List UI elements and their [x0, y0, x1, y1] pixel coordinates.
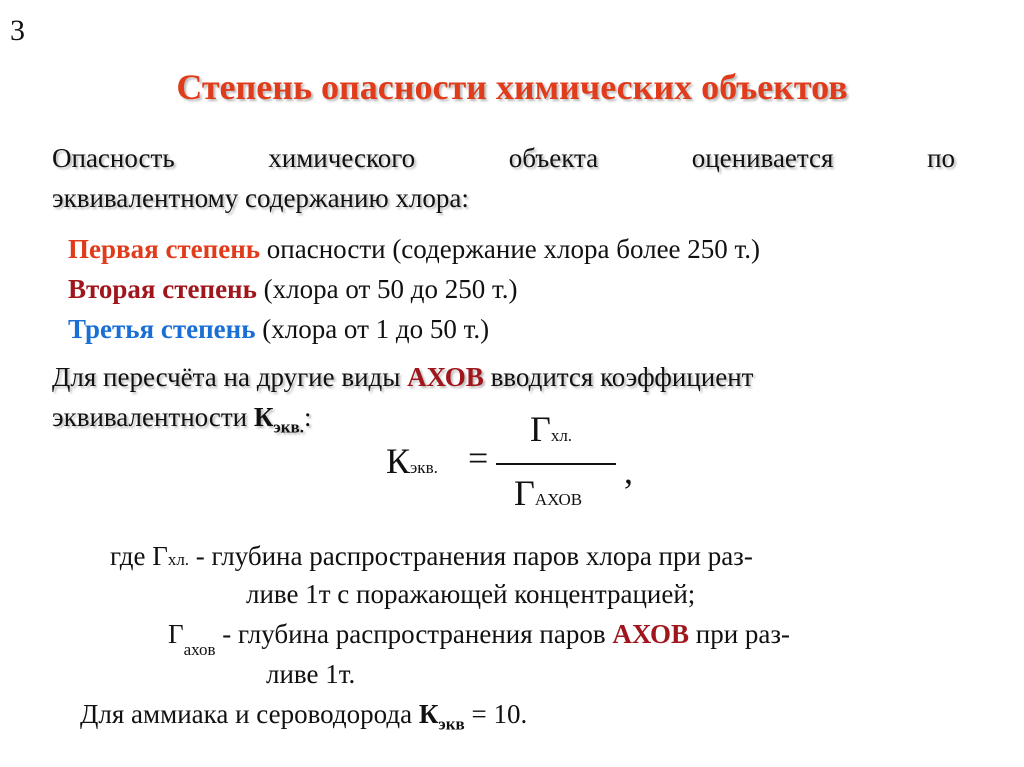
formula-k-sub: экв.	[410, 458, 438, 477]
where-text-1: - глубина распространения паров хлора при раз-	[189, 541, 753, 571]
recalc-line-1	[52, 357, 753, 397]
where-axov: АХОВ	[612, 619, 689, 649]
intro-word: оценивается	[691, 143, 834, 173]
formula-equals: =	[468, 438, 489, 478]
where-prefix: где	[110, 541, 153, 571]
intro-line-2: эквивалентному содержанию хлора:	[52, 183, 469, 213]
recalc-k-sub: экв.	[273, 417, 304, 437]
degree-third-text: (хлора от 1 до 50 т.)	[255, 314, 490, 344]
where-gamma-hl-sub: хл.	[167, 550, 190, 569]
formula-lhs	[386, 440, 438, 482]
final-value: = 10.	[464, 699, 528, 729]
degree-first	[68, 230, 760, 268]
recalc-line-2	[52, 397, 312, 447]
recalc-text-2: вводится коэффициент	[483, 362, 754, 392]
slide-title: Степень опасности химических объектов	[176, 67, 848, 107]
intro-word: по	[927, 143, 956, 173]
degree-third	[68, 310, 489, 348]
where-line-3	[168, 614, 790, 658]
formula-k: К	[386, 441, 411, 481]
where-text-3: при раз-	[689, 619, 791, 649]
recalc-axov: АХОВ	[407, 362, 484, 392]
recalc-k: К	[253, 402, 274, 432]
where-gamma-axov: Г	[168, 619, 184, 649]
intro-word: объекта	[508, 143, 599, 173]
recalc-colon: :	[303, 402, 312, 432]
degree-second-label: Вторая степень	[68, 274, 257, 304]
where-line-2: ливе 1т с поражающей концентрацией;	[246, 579, 696, 609]
recalc-text-3: эквивалентности	[52, 402, 254, 432]
final-line	[80, 694, 527, 744]
where-text-2: - глубина распространения паров	[215, 619, 613, 649]
degree-second-text: (хлора от 50 до 250 т.)	[256, 274, 518, 304]
final-text: Для аммиака и сероводорода	[80, 699, 419, 729]
intro-line-1	[52, 138, 955, 178]
formula-num-g: Г	[530, 409, 551, 449]
formula-fraction-bar	[496, 463, 616, 465]
final-k-sub: экв	[438, 714, 465, 734]
formula-denominator	[514, 472, 582, 514]
degree-third-label: Третья степень	[68, 314, 256, 344]
where-gamma-axov-sub: ахов	[183, 640, 216, 659]
formula-numerator	[530, 408, 572, 450]
degree-first-text: опасности (содержание хлора более 250 т.)	[260, 234, 761, 264]
intro-word: Опасность	[52, 143, 175, 173]
formula-den-g: Г	[514, 473, 535, 513]
where-gamma-hl: Г	[152, 541, 168, 571]
formula-num-sub: хл.	[550, 426, 573, 445]
degree-first-label: Первая степень	[68, 234, 261, 264]
where-line-4: ливе 1т.	[266, 659, 356, 689]
intro-word: химического	[268, 143, 416, 173]
intro-paragraph	[52, 138, 955, 218]
formula-den-sub: АХОВ	[534, 490, 583, 509]
recalc-text: Для пересчёта на другие виды	[52, 362, 408, 392]
formula-comma: ,	[624, 451, 633, 491]
final-k: К	[418, 699, 439, 729]
slide-number: 3	[10, 14, 25, 47]
degree-second	[68, 270, 518, 308]
